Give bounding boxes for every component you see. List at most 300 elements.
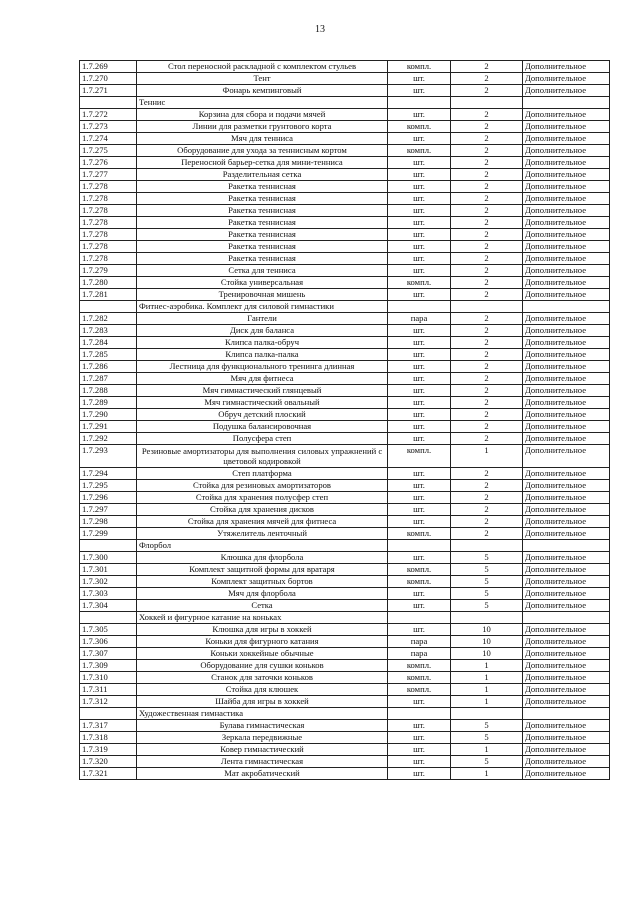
table-row — [80, 768, 610, 780]
item-note-cell: Дополнительное — [523, 241, 610, 253]
item-code-cell: 1.7.306 — [80, 636, 137, 648]
item-quantity-cell: 10 — [451, 648, 523, 660]
table-row — [80, 672, 610, 684]
item-unit-cell: пара — [388, 313, 451, 325]
item-note-cell: Дополнительное — [523, 600, 610, 612]
section-header-row — [80, 612, 610, 624]
table-row — [80, 564, 610, 576]
item-unit-cell: шт. — [388, 624, 451, 636]
item-name-cell: Станок для заточки коньков — [137, 672, 388, 684]
item-unit-cell: шт. — [388, 385, 451, 397]
item-unit-cell: компл. — [388, 121, 451, 133]
item-name-cell: Ракетка теннисная — [137, 181, 388, 193]
item-unit-cell: пара — [388, 648, 451, 660]
item-code-cell: 1.7.279 — [80, 265, 137, 277]
item-note-cell: Дополнительное — [523, 157, 610, 169]
table-row — [80, 205, 610, 217]
item-quantity-cell — [451, 97, 523, 109]
table-row — [80, 361, 610, 373]
item-code-cell: 1.7.299 — [80, 528, 137, 540]
table-row — [80, 648, 610, 660]
item-quantity-cell: 1 — [451, 684, 523, 696]
item-quantity-cell: 2 — [451, 337, 523, 349]
item-name-cell: Ракетка теннисная — [137, 229, 388, 241]
item-code-cell: 1.7.303 — [80, 588, 137, 600]
item-code-cell: 1.7.282 — [80, 313, 137, 325]
item-note-cell: Дополнительное — [523, 313, 610, 325]
item-quantity-cell: 2 — [451, 205, 523, 217]
item-unit-cell: шт. — [388, 157, 451, 169]
item-note-cell: Дополнительное — [523, 181, 610, 193]
item-note-cell: Дополнительное — [523, 325, 610, 337]
item-note-cell: Дополнительное — [523, 289, 610, 301]
table-row — [80, 277, 610, 289]
item-quantity-cell — [451, 612, 523, 624]
item-name-cell: Мяч гимнастический овальный — [137, 397, 388, 409]
item-quantity-cell: 10 — [451, 624, 523, 636]
item-quantity-cell: 5 — [451, 600, 523, 612]
item-note-cell — [523, 612, 610, 624]
item-note-cell: Дополнительное — [523, 468, 610, 480]
item-unit-cell: шт. — [388, 516, 451, 528]
item-name-cell: Сетка — [137, 600, 388, 612]
table-row — [80, 373, 610, 385]
item-quantity-cell: 5 — [451, 720, 523, 732]
item-note-cell: Дополнительное — [523, 480, 610, 492]
table-row — [80, 433, 610, 445]
section-title: Фитнес-аэробика. Комплект для силовой гимнастики — [137, 301, 388, 313]
item-unit-cell — [388, 708, 451, 720]
item-quantity-cell: 2 — [451, 133, 523, 145]
item-code-cell: 1.7.321 — [80, 768, 137, 780]
item-code-cell: 1.7.285 — [80, 349, 137, 361]
item-note-cell: Дополнительное — [523, 696, 610, 708]
item-code-cell: 1.7.304 — [80, 600, 137, 612]
item-note-cell: Дополнительное — [523, 337, 610, 349]
item-name-cell: Стойка для резиновых амортизаторов — [137, 480, 388, 492]
item-note-cell: Дополнительное — [523, 229, 610, 241]
item-name-cell: Клипса палка-палка — [137, 349, 388, 361]
item-unit-cell: шт. — [388, 696, 451, 708]
item-note-cell: Дополнительное — [523, 445, 610, 468]
item-quantity-cell: 2 — [451, 385, 523, 397]
item-quantity-cell: 5 — [451, 756, 523, 768]
item-code-cell: 1.7.278 — [80, 253, 137, 265]
item-quantity-cell: 2 — [451, 217, 523, 229]
section-title: Хоккей и фигурное катание на коньках — [137, 612, 388, 624]
table-row — [80, 409, 610, 421]
item-quantity-cell: 2 — [451, 492, 523, 504]
section-header-row — [80, 708, 610, 720]
item-unit-cell: шт. — [388, 217, 451, 229]
table-row — [80, 720, 610, 732]
item-code-cell: 1.7.278 — [80, 241, 137, 253]
item-unit-cell: шт. — [388, 253, 451, 265]
item-unit-cell: шт. — [388, 349, 451, 361]
item-quantity-cell: 1 — [451, 696, 523, 708]
item-name-cell: Комплект защитной формы для вратаря — [137, 564, 388, 576]
item-note-cell: Дополнительное — [523, 61, 610, 73]
table-row — [80, 253, 610, 265]
item-unit-cell: шт. — [388, 588, 451, 600]
item-name-cell: Коньки хоккейные обычные — [137, 648, 388, 660]
item-quantity-cell: 2 — [451, 253, 523, 265]
table-row — [80, 744, 610, 756]
table-row — [80, 289, 610, 301]
item-quantity-cell: 2 — [451, 181, 523, 193]
item-code-cell: 1.7.296 — [80, 492, 137, 504]
section-header-row — [80, 540, 610, 552]
item-note-cell — [523, 301, 610, 313]
item-code-cell: 1.7.274 — [80, 133, 137, 145]
item-name-cell: Разделительная сетка — [137, 169, 388, 181]
item-quantity-cell: 2 — [451, 85, 523, 97]
item-note-cell: Дополнительное — [523, 109, 610, 121]
item-quantity-cell: 2 — [451, 504, 523, 516]
item-code-cell: 1.7.311 — [80, 684, 137, 696]
item-name-cell: Мяч для флорбола — [137, 588, 388, 600]
item-unit-cell: шт. — [388, 289, 451, 301]
table-row — [80, 660, 610, 672]
table-row — [80, 217, 610, 229]
item-name-cell: Сетка для тенниса — [137, 265, 388, 277]
item-name-cell: Резиновые амортизаторы для выполнения силовых упражнений с цветовой кодировкой — [137, 445, 388, 468]
section-title: Теннис — [137, 97, 388, 109]
item-code-cell: 1.7.319 — [80, 744, 137, 756]
item-note-cell: Дополнительное — [523, 169, 610, 181]
item-unit-cell: шт. — [388, 397, 451, 409]
item-code-cell: 1.7.287 — [80, 373, 137, 385]
item-name-cell: Ракетка теннисная — [137, 241, 388, 253]
item-quantity-cell: 2 — [451, 325, 523, 337]
item-code-cell — [80, 540, 137, 552]
item-note-cell: Дополнительное — [523, 121, 610, 133]
item-code-cell: 1.7.281 — [80, 289, 137, 301]
item-note-cell: Дополнительное — [523, 385, 610, 397]
item-note-cell: Дополнительное — [523, 732, 610, 744]
item-quantity-cell: 2 — [451, 397, 523, 409]
table-row — [80, 480, 610, 492]
item-note-cell: Дополнительное — [523, 744, 610, 756]
table-row — [80, 193, 610, 205]
table-row — [80, 636, 610, 648]
item-note-cell: Дополнительное — [523, 588, 610, 600]
item-unit-cell: шт. — [388, 193, 451, 205]
item-unit-cell: компл. — [388, 277, 451, 289]
item-quantity-cell: 2 — [451, 421, 523, 433]
item-unit-cell: шт. — [388, 468, 451, 480]
item-code-cell: 1.7.291 — [80, 421, 137, 433]
item-quantity-cell: 2 — [451, 289, 523, 301]
item-quantity-cell: 5 — [451, 576, 523, 588]
item-unit-cell — [388, 540, 451, 552]
item-unit-cell: шт. — [388, 361, 451, 373]
item-unit-cell: шт. — [388, 373, 451, 385]
table-row — [80, 492, 610, 504]
item-unit-cell: компл. — [388, 660, 451, 672]
item-note-cell: Дополнительное — [523, 684, 610, 696]
table-row — [80, 181, 610, 193]
item-note-cell: Дополнительное — [523, 277, 610, 289]
item-code-cell: 1.7.297 — [80, 504, 137, 516]
item-code-cell: 1.7.302 — [80, 576, 137, 588]
item-unit-cell: шт. — [388, 133, 451, 145]
item-unit-cell — [388, 612, 451, 624]
table-row — [80, 684, 610, 696]
item-unit-cell: шт. — [388, 768, 451, 780]
item-unit-cell: шт. — [388, 744, 451, 756]
item-unit-cell: компл. — [388, 528, 451, 540]
item-note-cell: Дополнительное — [523, 528, 610, 540]
item-quantity-cell: 2 — [451, 349, 523, 361]
item-name-cell: Клипса палка-обруч — [137, 337, 388, 349]
item-name-cell: Булава гимнастическая — [137, 720, 388, 732]
item-unit-cell: шт. — [388, 433, 451, 445]
item-name-cell: Коньки для фигурного катания — [137, 636, 388, 648]
item-unit-cell: шт. — [388, 325, 451, 337]
item-note-cell: Дополнительное — [523, 433, 610, 445]
item-quantity-cell: 1 — [451, 768, 523, 780]
section-header-row — [80, 97, 610, 109]
table-row — [80, 624, 610, 636]
item-code-cell: 1.7.312 — [80, 696, 137, 708]
item-name-cell: Стойка для хранения полусфер степ — [137, 492, 388, 504]
item-name-cell: Корзина для сбора и подачи мячей — [137, 109, 388, 121]
table-row — [80, 576, 610, 588]
item-name-cell: Фонарь кемпинговый — [137, 85, 388, 97]
item-unit-cell: шт. — [388, 552, 451, 564]
item-unit-cell: компл. — [388, 445, 451, 468]
item-note-cell: Дополнительное — [523, 217, 610, 229]
item-quantity-cell: 2 — [451, 361, 523, 373]
item-name-cell: Мяч для тенниса — [137, 133, 388, 145]
item-quantity-cell: 2 — [451, 480, 523, 492]
item-name-cell: Подушка балансировочная — [137, 421, 388, 433]
item-note-cell: Дополнительное — [523, 361, 610, 373]
item-name-cell: Лента гимнастическая — [137, 756, 388, 768]
table-row — [80, 516, 610, 528]
item-name-cell: Клюшка для флорбола — [137, 552, 388, 564]
table-row — [80, 265, 610, 277]
item-name-cell: Ракетка теннисная — [137, 205, 388, 217]
item-code-cell: 1.7.277 — [80, 169, 137, 181]
item-note-cell: Дополнительное — [523, 133, 610, 145]
item-name-cell: Ракетка теннисная — [137, 193, 388, 205]
item-name-cell: Тренировочная мишень — [137, 289, 388, 301]
item-unit-cell: шт. — [388, 229, 451, 241]
item-name-cell: Обруч детский плоский — [137, 409, 388, 421]
item-unit-cell: шт. — [388, 421, 451, 433]
item-code-cell: 1.7.270 — [80, 73, 137, 85]
table-row — [80, 552, 610, 564]
item-name-cell: Полусфера степ — [137, 433, 388, 445]
item-quantity-cell: 5 — [451, 564, 523, 576]
item-name-cell: Стойка для хранения дисков — [137, 504, 388, 516]
item-code-cell — [80, 97, 137, 109]
item-quantity-cell: 2 — [451, 229, 523, 241]
table-row — [80, 528, 610, 540]
item-unit-cell: шт. — [388, 85, 451, 97]
item-quantity-cell: 2 — [451, 241, 523, 253]
section-title: Художественная гимнастика — [137, 708, 388, 720]
item-code-cell: 1.7.278 — [80, 205, 137, 217]
section-title: Флорбол — [137, 540, 388, 552]
table-row — [80, 600, 610, 612]
item-quantity-cell: 5 — [451, 588, 523, 600]
item-quantity-cell: 2 — [451, 73, 523, 85]
item-code-cell: 1.7.278 — [80, 217, 137, 229]
item-name-cell: Тент — [137, 73, 388, 85]
item-code-cell: 1.7.272 — [80, 109, 137, 121]
item-name-cell: Лестница для функционального тренинга длинная — [137, 361, 388, 373]
item-quantity-cell: 2 — [451, 528, 523, 540]
item-code-cell: 1.7.283 — [80, 325, 137, 337]
item-name-cell: Диск для баланса — [137, 325, 388, 337]
item-quantity-cell: 2 — [451, 157, 523, 169]
item-code-cell: 1.7.300 — [80, 552, 137, 564]
table-row — [80, 337, 610, 349]
item-note-cell — [523, 97, 610, 109]
table-row — [80, 385, 610, 397]
item-note-cell: Дополнительное — [523, 397, 610, 409]
item-unit-cell: шт. — [388, 73, 451, 85]
item-note-cell: Дополнительное — [523, 349, 610, 361]
item-code-cell — [80, 301, 137, 313]
table-row — [80, 325, 610, 337]
item-note-cell: Дополнительное — [523, 516, 610, 528]
table-row — [80, 349, 610, 361]
item-unit-cell — [388, 97, 451, 109]
item-code-cell: 1.7.280 — [80, 277, 137, 289]
item-unit-cell: шт. — [388, 265, 451, 277]
item-note-cell: Дополнительное — [523, 756, 610, 768]
item-code-cell: 1.7.298 — [80, 516, 137, 528]
item-unit-cell: шт. — [388, 241, 451, 253]
item-code-cell: 1.7.310 — [80, 672, 137, 684]
item-unit-cell: шт. — [388, 504, 451, 516]
table-row — [80, 157, 610, 169]
item-unit-cell: шт. — [388, 732, 451, 744]
table-row — [80, 145, 610, 157]
table-row — [80, 85, 610, 97]
item-unit-cell: шт. — [388, 720, 451, 732]
item-note-cell: Дополнительное — [523, 492, 610, 504]
item-name-cell: Утяжелитель ленточный — [137, 528, 388, 540]
item-quantity-cell: 1 — [451, 445, 523, 468]
item-code-cell: 1.7.278 — [80, 193, 137, 205]
section-header-row — [80, 301, 610, 313]
item-unit-cell — [388, 301, 451, 313]
item-quantity-cell — [451, 540, 523, 552]
item-name-cell: Ковер гимнастический — [137, 744, 388, 756]
item-name-cell: Оборудование для ухода за теннисным кортом — [137, 145, 388, 157]
item-note-cell: Дополнительное — [523, 409, 610, 421]
item-name-cell: Ракетка теннисная — [137, 253, 388, 265]
item-quantity-cell: 2 — [451, 313, 523, 325]
item-note-cell: Дополнительное — [523, 768, 610, 780]
item-unit-cell: шт. — [388, 756, 451, 768]
item-quantity-cell: 2 — [451, 193, 523, 205]
item-note-cell: Дополнительное — [523, 660, 610, 672]
item-code-cell — [80, 612, 137, 624]
item-quantity-cell — [451, 708, 523, 720]
item-note-cell: Дополнительное — [523, 193, 610, 205]
item-code-cell: 1.7.288 — [80, 385, 137, 397]
item-note-cell: Дополнительное — [523, 73, 610, 85]
item-quantity-cell: 2 — [451, 265, 523, 277]
table-row — [80, 241, 610, 253]
item-quantity-cell: 1 — [451, 660, 523, 672]
item-name-cell: Оборудование для сушки коньков — [137, 660, 388, 672]
item-note-cell — [523, 708, 610, 720]
item-quantity-cell — [451, 301, 523, 313]
item-name-cell: Мяч для фитнеса — [137, 373, 388, 385]
item-unit-cell: пара — [388, 636, 451, 648]
item-note-cell: Дополнительное — [523, 373, 610, 385]
item-code-cell: 1.7.295 — [80, 480, 137, 492]
item-name-cell: Переносной барьер-сетка для мини-тенниса — [137, 157, 388, 169]
item-code-cell: 1.7.309 — [80, 660, 137, 672]
item-quantity-cell: 2 — [451, 61, 523, 73]
item-quantity-cell: 2 — [451, 277, 523, 289]
item-code-cell: 1.7.269 — [80, 61, 137, 73]
item-unit-cell: шт. — [388, 337, 451, 349]
item-unit-cell: шт. — [388, 492, 451, 504]
item-quantity-cell: 1 — [451, 744, 523, 756]
item-note-cell: Дополнительное — [523, 720, 610, 732]
item-note-cell: Дополнительное — [523, 636, 610, 648]
table-row — [80, 61, 610, 73]
table-row — [80, 109, 610, 121]
item-code-cell: 1.7.284 — [80, 337, 137, 349]
item-note-cell: Дополнительное — [523, 552, 610, 564]
item-unit-cell: шт. — [388, 205, 451, 217]
item-name-cell: Гантели — [137, 313, 388, 325]
item-quantity-cell: 2 — [451, 468, 523, 480]
item-quantity-cell: 2 — [451, 373, 523, 385]
item-name-cell: Стойка для клюшек — [137, 684, 388, 696]
item-code-cell: 1.7.305 — [80, 624, 137, 636]
item-unit-cell: компл. — [388, 145, 451, 157]
item-name-cell: Мяч гимнастический глянцевый — [137, 385, 388, 397]
table-row — [80, 732, 610, 744]
item-name-cell: Ракетка теннисная — [137, 217, 388, 229]
table-row — [80, 696, 610, 708]
item-code-cell: 1.7.278 — [80, 181, 137, 193]
item-unit-cell: шт. — [388, 409, 451, 421]
table-row — [80, 421, 610, 433]
item-name-cell: Линии для разметки грунтового корта — [137, 121, 388, 133]
table-row — [80, 169, 610, 181]
page-number: 13 — [315, 24, 325, 35]
item-code-cell: 1.7.289 — [80, 397, 137, 409]
item-note-cell: Дополнительное — [523, 265, 610, 277]
item-note-cell: Дополнительное — [523, 624, 610, 636]
item-unit-cell: шт. — [388, 181, 451, 193]
item-code-cell: 1.7.292 — [80, 433, 137, 445]
item-note-cell: Дополнительное — [523, 672, 610, 684]
item-note-cell: Дополнительное — [523, 421, 610, 433]
item-code-cell: 1.7.294 — [80, 468, 137, 480]
table-row — [80, 133, 610, 145]
item-unit-cell: компл. — [388, 672, 451, 684]
item-quantity-cell: 2 — [451, 433, 523, 445]
item-code-cell: 1.7.320 — [80, 756, 137, 768]
item-code-cell — [80, 708, 137, 720]
item-name-cell: Мат акробатический — [137, 768, 388, 780]
item-quantity-cell: 1 — [451, 672, 523, 684]
item-note-cell: Дополнительное — [523, 145, 610, 157]
